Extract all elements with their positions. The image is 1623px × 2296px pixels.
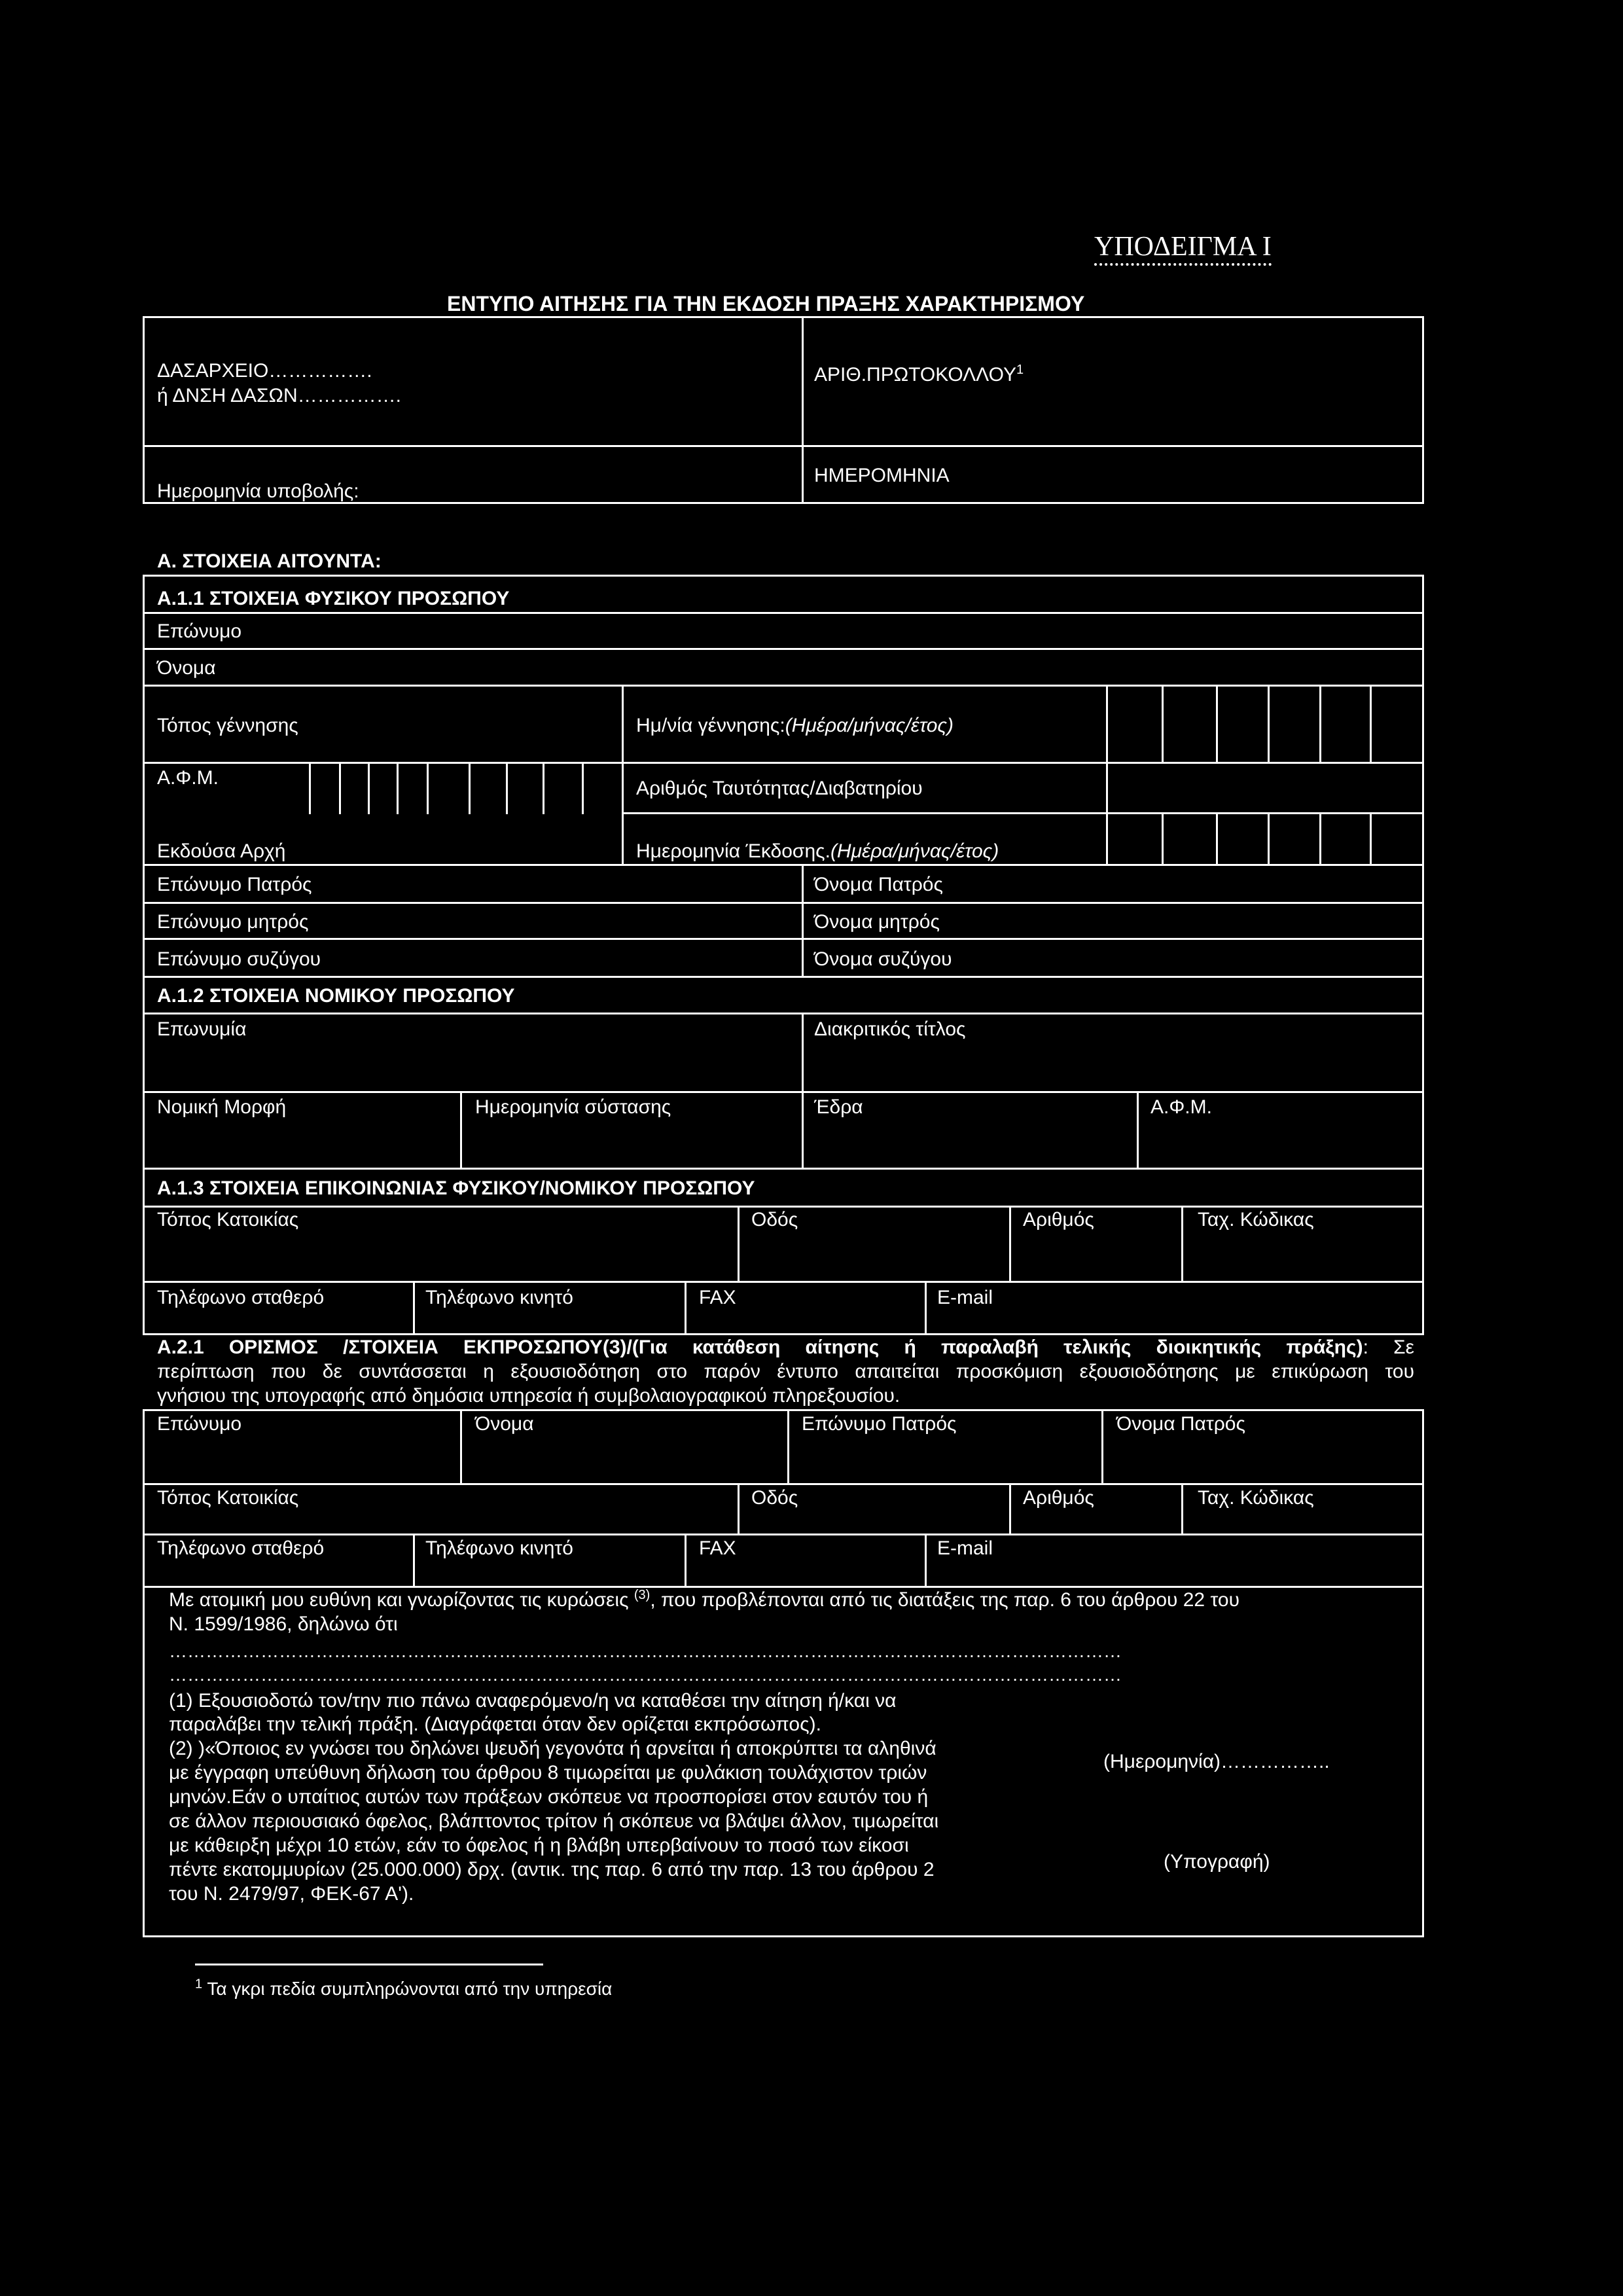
footnote-rule [195,1964,543,1965]
birthplace-label: Τόπος γέννησης [157,715,298,736]
rep-email-label: E-mail [937,1537,993,1559]
legal-form-label: Νομική Μορφή [157,1096,287,1118]
birthdate-label: Ημ/νία γέννησης:(Ημέρα/μήνας/έτος) [636,715,954,736]
applicant-table [143,575,1424,1283]
note1-line2: παραλάβει την τελική πράξη. (Διαγράφεται όταν δεν ορίζεται εκπρόσωπος). [169,1713,821,1735]
forest-directorate-label: ή ΔΝΣΗ ΔΑΣΩΝ……………. [157,385,401,406]
number-label: Αριθμός [1023,1209,1094,1230]
company-afm-label: Α.Φ.Μ. [1150,1096,1212,1118]
note2-line6: πέντε εκατομμυρίων (25.000.000) δρχ. (αντικ. της παρ. 6 από την παρ. 13 του άρθρου 2 [169,1859,935,1880]
spouse-surname-label: Επώνυμο συζύγου [157,948,321,970]
a21-text-line3: γνήσιου της υπογραφής από δημόσια υπηρεσία ή συμβολαιογραφικού πληρεξουσίου. [157,1385,901,1407]
surname-label: Επώνυμο [157,620,242,642]
declaration-date-label: (Ημερομηνία)…………….. [1103,1751,1330,1772]
model-label: ΥΠΟΔΕΙΓΜΑ Ι [1094,233,1272,260]
postcode-label: Ταχ. Κώδικας [1198,1209,1314,1230]
street-label: Οδός [751,1209,798,1230]
note1-line1: (1) Εξουσιοδοτώ τον/την πιο πάνω αναφερόμενο/η να καταθέσει την αίτηση ή/και να [169,1690,897,1712]
declaration-dots-2: ………………………………………………………………………………………………………………………………………… [169,1664,1122,1685]
rep-surname-label: Επώνυμο [157,1413,242,1435]
mother-name-label: Όνομα μητρός [814,911,940,933]
father-surname-label: Επώνυμο Πατρός [157,874,312,895]
mother-surname-label: Επώνυμο μητρός [157,911,309,933]
office-box [143,316,1424,504]
spouse-name-label: Όνομα συζύγου [814,948,952,970]
contact-phone-row [143,1281,1424,1335]
company-name-label: Επωνυμία [157,1018,247,1040]
rep-father-surname-label: Επώνυμο Πατρός [802,1413,957,1435]
fax-label: FAX [699,1287,736,1308]
residence-label: Τόπος Κατοικίας [157,1209,299,1230]
distinctive-title-label: Διακριτικός τίτλος [814,1018,966,1040]
rep-fax-label: FAX [699,1537,736,1559]
rep-mobile-label: Τηλέφωνο κινητό [425,1537,573,1559]
form-title: ΕΝΤΥΠΟ ΑΙΤΗΣΗΣ ΓΙΑ ΤΗΝ ΕΚΔΟΣΗ ΠΡΑΞΗΣ ΧΑΡΑΚΤΗΡΙΣΜΟΥ [447,292,1085,315]
rep-postcode-label: Ταχ. Κώδικας [1198,1487,1314,1509]
note2-line2: με έγγραφη υπεύθυνη δήλωση του άρθρου 8 τιμωρείται με φυλάκιση τουλάχιστον τριών [169,1762,927,1784]
note2-line1: (2) )«Όποιος εν γνώσει του δηλώνει ψευδή γεγονότα ή αρνείται ή αποκρύπτει τα αληθινά [169,1738,936,1759]
note2-line7: του Ν. 2479/97, ΦΕΚ-67 Α'). [169,1883,414,1905]
a11-title: Α.1.1 ΣΤΟΙΧΕΙΑ ΦΥΣΙΚΟΥ ΠΡΟΣΩΠΟΥ [157,588,510,609]
declaration-dots-1: ………………………………………………………………………………………………………………………………………… [169,1641,1122,1661]
rep-father-name-label: Όνομα Πατρός [1116,1413,1245,1435]
rep-name-label: Όνομα [475,1413,534,1435]
email-label: E-mail [937,1287,993,1308]
signature-label: (Υπογραφή) [1164,1851,1270,1873]
a13-title: Α.1.3 ΣΤΟΙΧΕΙΑ ΕΠΙΚΟΙΝΩΝΙΑΣ ΦΥΣΙΚΟΥ/ΝΟΜΙΚΟΥ ΠΡΟΣΩΠΟΥ [157,1177,755,1199]
section-a-title: Α. ΣΤΟΙΧΕΙΑ ΑΙΤΟΥΝΤΑ: [157,550,382,572]
id-number-label: Αριθμός Ταυτότητας/Διαβατηρίου [636,778,923,799]
declaration-line2: Ν. 1599/1986, δηλώνω ότι [169,1613,398,1635]
father-name-label: Όνομα Πατρός [814,874,943,895]
founding-date-label: Ημερομηνία σύστασης [475,1096,671,1118]
a21-text-line2: περίπτωση που δε συντάσσεται η εξουσιοδότηση στο παρόν έντυπο απαιτείται προσκόμιση εξουσιοδότησης με επικύρωση του [157,1361,1414,1382]
a21-title-line: Α.2.1 ΟΡΙΣΜΟΣ /ΣΤΟΙΧΕΙΑ ΕΚΠΡΟΣΩΠΟΥ(3)/(Για κατάθεση αίτησης ή παραλαβή τελικής διοικητικής πράξης): Σε [157,1336,1414,1358]
landline-label: Τηλέφωνο σταθερό [157,1287,325,1308]
name-label: Όνομα [157,657,216,679]
submission-date-label: Ημερομηνία υποβολής: [157,480,359,502]
issuing-authority-label: Εκδούσα Αρχή [157,840,286,862]
note2-line3: μηνών.Εάν ο υπαίτιος αυτών των πράξεων σκόπευε να προσπορίσει στον εαυτόν του ή [169,1786,929,1808]
rep-landline-label: Τηλέφωνο σταθερό [157,1537,325,1559]
date-label: ΗΜΕΡΟΜΗΝΙΑ [814,465,950,486]
rep-residence-label: Τόπος Κατοικίας [157,1487,299,1509]
note2-line4: σε άλλον περιουσιακό όφελος, βλάπτοντος τρίτον ή σκόπευε να βλάψει άλλον, τιμωρείται [169,1810,939,1832]
declaration-line1: Με ατομική μου ευθύνη και γνωρίζοντας τις κυρώσεις $^{(3)}$, που προβλέπονται από τις διατάξεις της παρ. 6 του άρθρου 22 του [169,1588,1240,1611]
forestry-office-label: ΔΑΣΑΡΧΕΙΟ……………. [157,360,372,382]
rep-number-label: Αριθμός [1023,1487,1094,1509]
issue-date-label: Ημερομηνία Έκδοσης.(Ημέρα/μήνας/έτος) [636,840,999,862]
rep-street-label: Οδός [751,1487,798,1509]
a12-title: Α.1.2 ΣΤΟΙΧΕΙΑ ΝΟΜΙΚΟΥ ΠΡΟΣΩΠΟΥ [157,985,515,1007]
note2-line5: με κάθειρξη μέχρι 10 ετών, εάν το όφελος ή η βλάβη υπερβαίνουν το ποσό των είκοσι [169,1835,909,1856]
protocol-number-label: ΑΡΙΘ.ΠΡΩΤΟΚΟΛΛΟΥ$^1$ [814,363,1024,386]
afm-label: Α.Φ.Μ. [157,767,219,789]
footnote: $^1$ Τα γκρι πεδία συμπληρώνονται από την υπηρεσία [195,1977,613,1999]
seat-label: Έδρα [814,1096,863,1118]
mobile-label: Τηλέφωνο κινητό [425,1287,573,1308]
